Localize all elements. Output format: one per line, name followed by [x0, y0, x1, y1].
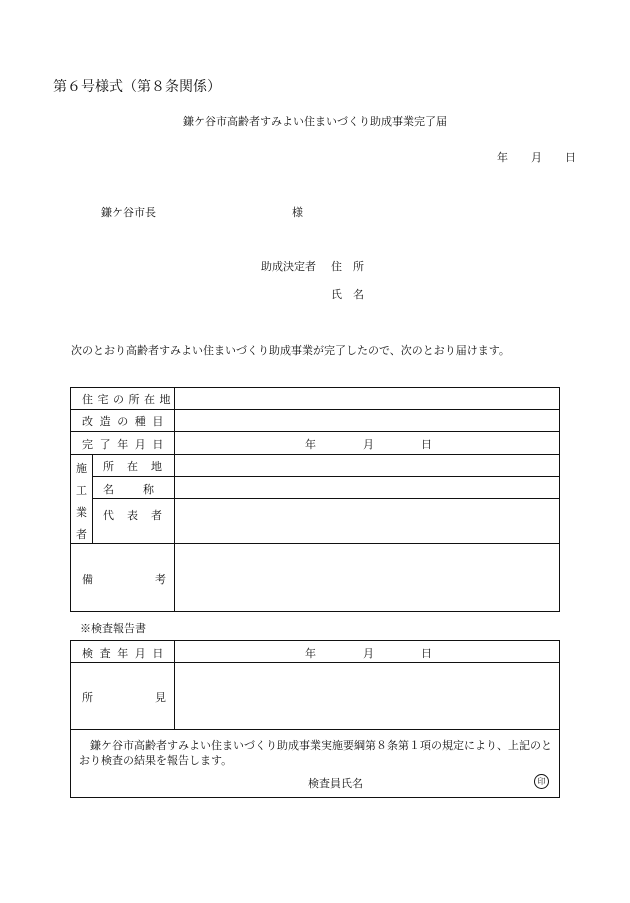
intro-text: 次のとおり高齢者すみよい住まいづくり助成事業が完了したので、次のとおり届けます。 — [71, 344, 510, 357]
findings-label-2: 見 — [155, 691, 166, 704]
addressee-name: 鎌ケ谷市長 — [101, 206, 156, 219]
applicant-address-label: 住 所 — [331, 260, 364, 273]
inspection-year: 年 — [305, 647, 316, 660]
remarks-label-1: 備 — [82, 573, 93, 586]
contractor-label-1: 施 — [76, 462, 87, 475]
contractor-label-3: 業 — [76, 506, 87, 519]
inspection-report-text: 鎌ケ谷市高齢者すみよい住まいづくり助成事業実施要綱第８条第１項の規定により、上記のとおり検査の結果を報告します。 — [79, 739, 552, 767]
contractor-address-label: 所在地 — [103, 460, 175, 473]
remarks-label-2: 考 — [155, 573, 166, 586]
contractor-label-4: 者 — [76, 528, 87, 541]
main-table-divider — [174, 387, 175, 612]
addressee-suffix: 様 — [292, 206, 303, 219]
form-number: 第６号様式（第８条関係） — [53, 79, 221, 95]
findings-label-1: 所 — [82, 691, 93, 704]
location-label: 住宅の所在地 — [82, 393, 175, 406]
completion-month: 月 — [363, 438, 374, 451]
work-type-label: 改造の種目 — [82, 415, 170, 428]
completion-date-label: 完了年月日 — [82, 438, 170, 451]
contractor-name-label: 名 称 — [103, 483, 163, 496]
inspection-day: 日 — [421, 647, 432, 660]
completion-day: 日 — [421, 438, 432, 451]
contractor-rep-label: 代表者 — [103, 509, 175, 522]
date-day: 日 — [565, 151, 576, 164]
date-year: 年 — [497, 151, 508, 164]
inspection-month: 月 — [363, 647, 374, 660]
contractor-label-2: 工 — [76, 484, 87, 497]
inspection-date-value — [305, 645, 432, 661]
completion-year: 年 — [305, 438, 316, 451]
document-title: 鎌ケ谷市高齢者すみよい住まいづくり助成事業完了届 — [183, 115, 447, 128]
applicant-role: 助成決定者 — [261, 260, 316, 273]
inspector-name-label: 検査員氏名 — [308, 777, 363, 790]
submission-date — [497, 149, 576, 165]
inspection-date-label: 検査年月日 — [82, 647, 170, 660]
completion-date-value — [305, 436, 432, 452]
date-month: 月 — [531, 151, 542, 164]
applicant-name-label: 氏 名 — [331, 288, 364, 301]
seal-icon: 印 — [534, 774, 549, 789]
inspection-note: ※検査報告書 — [80, 622, 146, 635]
